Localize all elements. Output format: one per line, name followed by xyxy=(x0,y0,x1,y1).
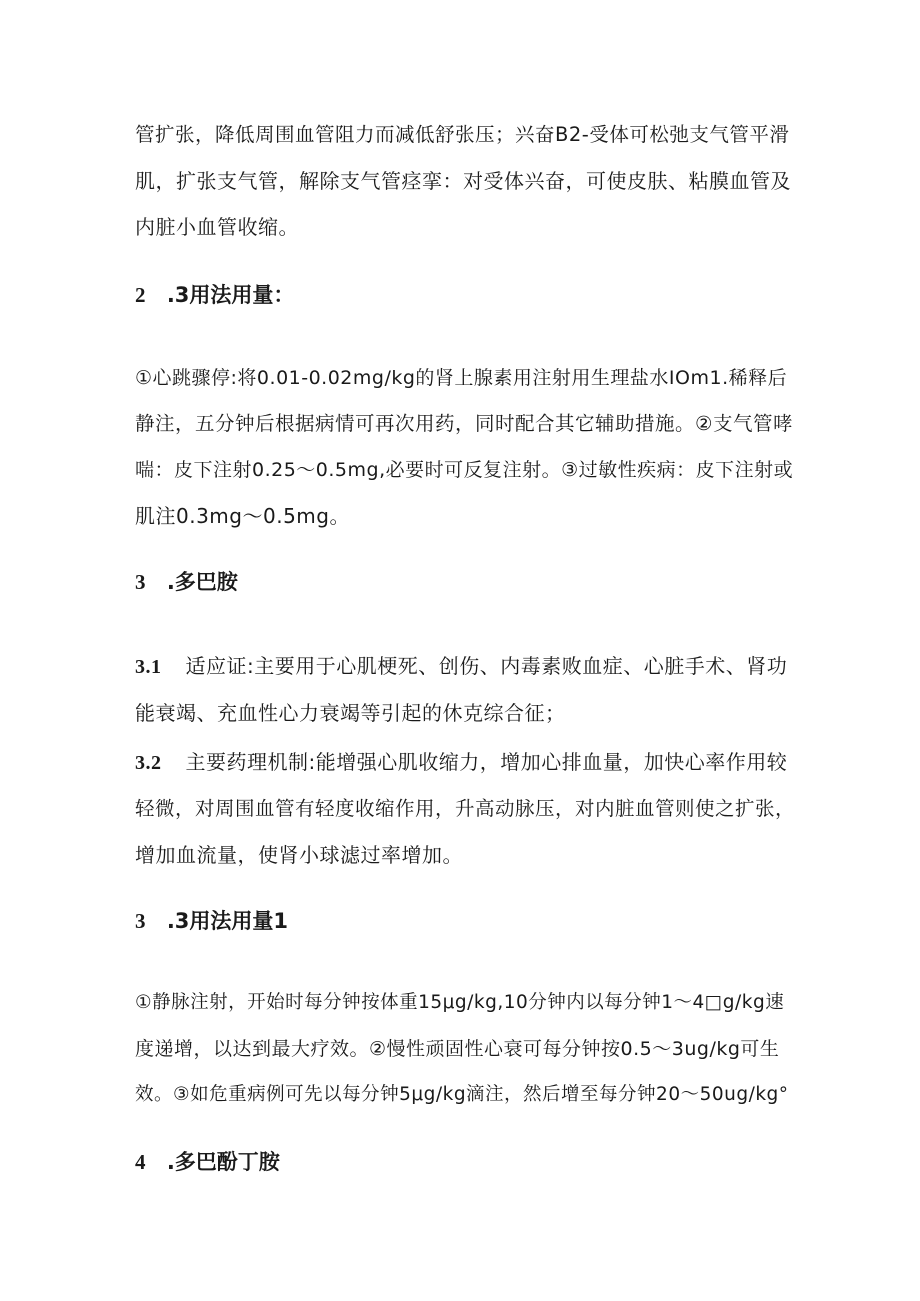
section-number: 3 xyxy=(135,909,146,933)
paragraph-dopamine-indications xyxy=(135,643,795,736)
text-line xyxy=(135,643,795,690)
section-title: .多巴酚丁胺 xyxy=(166,1150,280,1174)
section-title: .3用法用量1 xyxy=(166,909,289,933)
subsection-title: 适应证 xyxy=(185,654,247,678)
text-line: 管扩张，降低周围血管阻力而减低舒张压；兴奋B2-受体可松弛支气管平滑 xyxy=(135,123,790,146)
subsection-number: 3.1 xyxy=(135,656,162,678)
subsection-text: :主要用于心肌梗死、创伤、内毒素败血症、心脏手术、肾功 xyxy=(247,654,788,678)
subsection-number: 3.2 xyxy=(135,752,162,774)
subsection-title: 主要药理机制 xyxy=(185,750,309,774)
text-line: 增加血流量，使肾小球滤过率增加。 xyxy=(135,843,463,867)
section-title: .多巴胺 xyxy=(166,570,238,594)
text-line: 轻微，对周围血管有轻度收缩作用，升高动脉压，对内脏血管则使之扩张， xyxy=(135,797,796,820)
text-line: 静注，五分钟后根据病情可再次用药，同时配合其它辅助措施。②支气管哮 xyxy=(135,412,793,435)
text-line: 能衰竭、充血性心力衰竭等引起的休克综合征； xyxy=(135,701,566,725)
text-line: 喘：皮下注射0.25〜0.5mg,必要时可反复注射。③过敏性疾病：皮下注射或 xyxy=(135,459,794,481)
text-line: 效。③如危重病例可先以每分钟5μg/kg滴注，然后增至每分钟20〜50ug/kg° xyxy=(135,1084,789,1105)
text-line: 肌注0.3mg〜0.5mg。 xyxy=(135,504,350,528)
section-heading-3 xyxy=(135,567,795,597)
text-line: 肌，扩张支气管，解除支气管痉挛：对受体兴奋，可使皮肤、粘膜血管及 xyxy=(135,169,791,193)
section-number: 2 xyxy=(135,283,146,307)
text-line xyxy=(135,739,795,786)
paragraph-adrenaline-dosage xyxy=(135,355,795,539)
paragraph-dopamine-dosage xyxy=(135,980,795,1118)
text-line: 内脏小血管收缩。 xyxy=(135,215,299,239)
subsection-text: :能增强心肌收缩力，增加心排血量，加快心率作用较 xyxy=(308,750,788,774)
text-line: 度递增，以达到最大疗效。②慢性顽固性心衰可每分钟按0.5〜3ug/kg可生 xyxy=(135,1038,780,1060)
paragraph-dopamine-mechanism xyxy=(135,739,795,878)
text-line: ①静脉注射，开始时每分钟按体重15μg/kg,10分钟内以每分钟1〜4□g/kg速 xyxy=(135,992,785,1013)
section-title: .3用法用量： xyxy=(166,283,295,307)
section-heading-2-3 xyxy=(135,280,795,310)
section-heading-3-3 xyxy=(135,906,795,936)
section-number: 4 xyxy=(135,1150,146,1174)
section-number: 3 xyxy=(135,570,146,594)
text-line: ①心跳骤停:将0.01-0.02mg/kg的肾上腺素用注射用生理盐水IOm1.稀释后 xyxy=(135,367,788,389)
paragraph-adrenaline-mechanism xyxy=(135,112,795,250)
section-heading-4 xyxy=(135,1147,795,1177)
